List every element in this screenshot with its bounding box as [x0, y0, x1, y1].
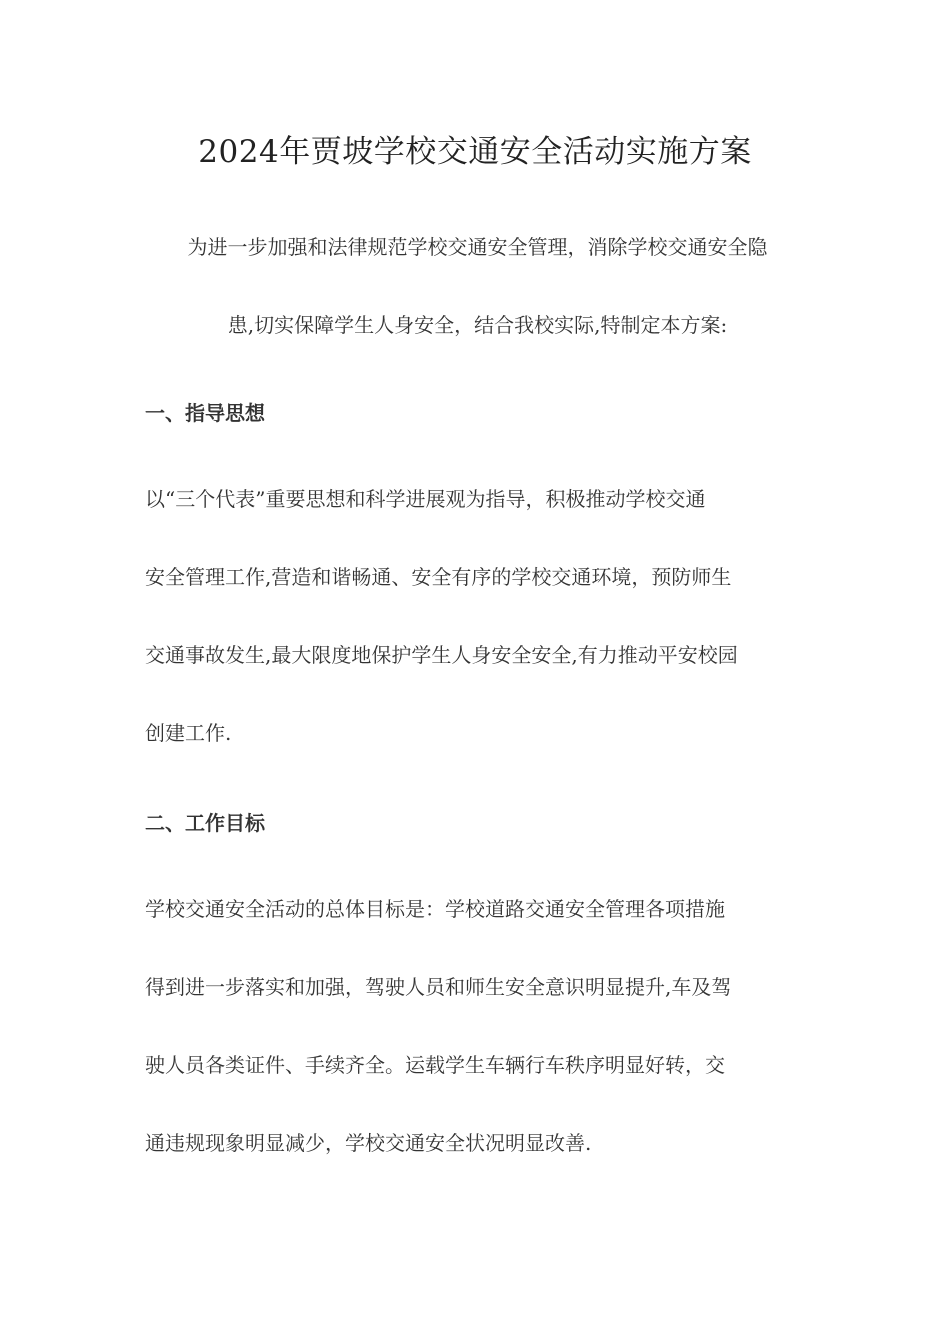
intro-paragraph — [145, 227, 810, 345]
section-paragraph-guiding-ideology — [145, 479, 810, 753]
document-title: 2024年贾坡学校交通安全活动实施方案 — [198, 134, 752, 170]
section-heading-work-goals: 二、工作目标 — [145, 811, 265, 835]
section-heading-guiding-ideology: 一、指导思想 — [145, 401, 265, 425]
paragraph-line: 学校交通安全活动的总体目标是：学校道路交通安全管理各项措施 — [145, 897, 725, 921]
intro-line: 患,切实保障学生人身安全，结合我校实际,特制定本方案: — [227, 313, 728, 337]
paragraph-line: 得到进一步落实和加强，驾驶人员和师生安全意识明显提升,车及驾 — [145, 975, 732, 999]
paragraph-line: 以“三个代表”重要思想和科学进展观为指导，积极推动学校交通 — [145, 487, 706, 511]
paragraph-line: 交通事故发生,最大限度地保护学生人身安全安全,有力推动平安校园 — [145, 643, 738, 667]
paragraph-line: 安全管理工作,营造和谐畅通、安全有序的学校交通环境，预防师生 — [145, 565, 732, 589]
paragraph-line: 创建工作. — [145, 721, 232, 745]
paragraph-line: 通违规现象明显减少，学校交通安全状况明显改善. — [145, 1131, 592, 1155]
paragraph-line: 驶人员各类证件、手续齐全。运载学生车辆行车秩序明显好转，交 — [145, 1053, 725, 1077]
section-paragraph-work-goals — [145, 889, 810, 1163]
intro-line: 为进一步加强和法律规范学校交通安全管理，消除学校交通安全隐 — [187, 235, 768, 259]
